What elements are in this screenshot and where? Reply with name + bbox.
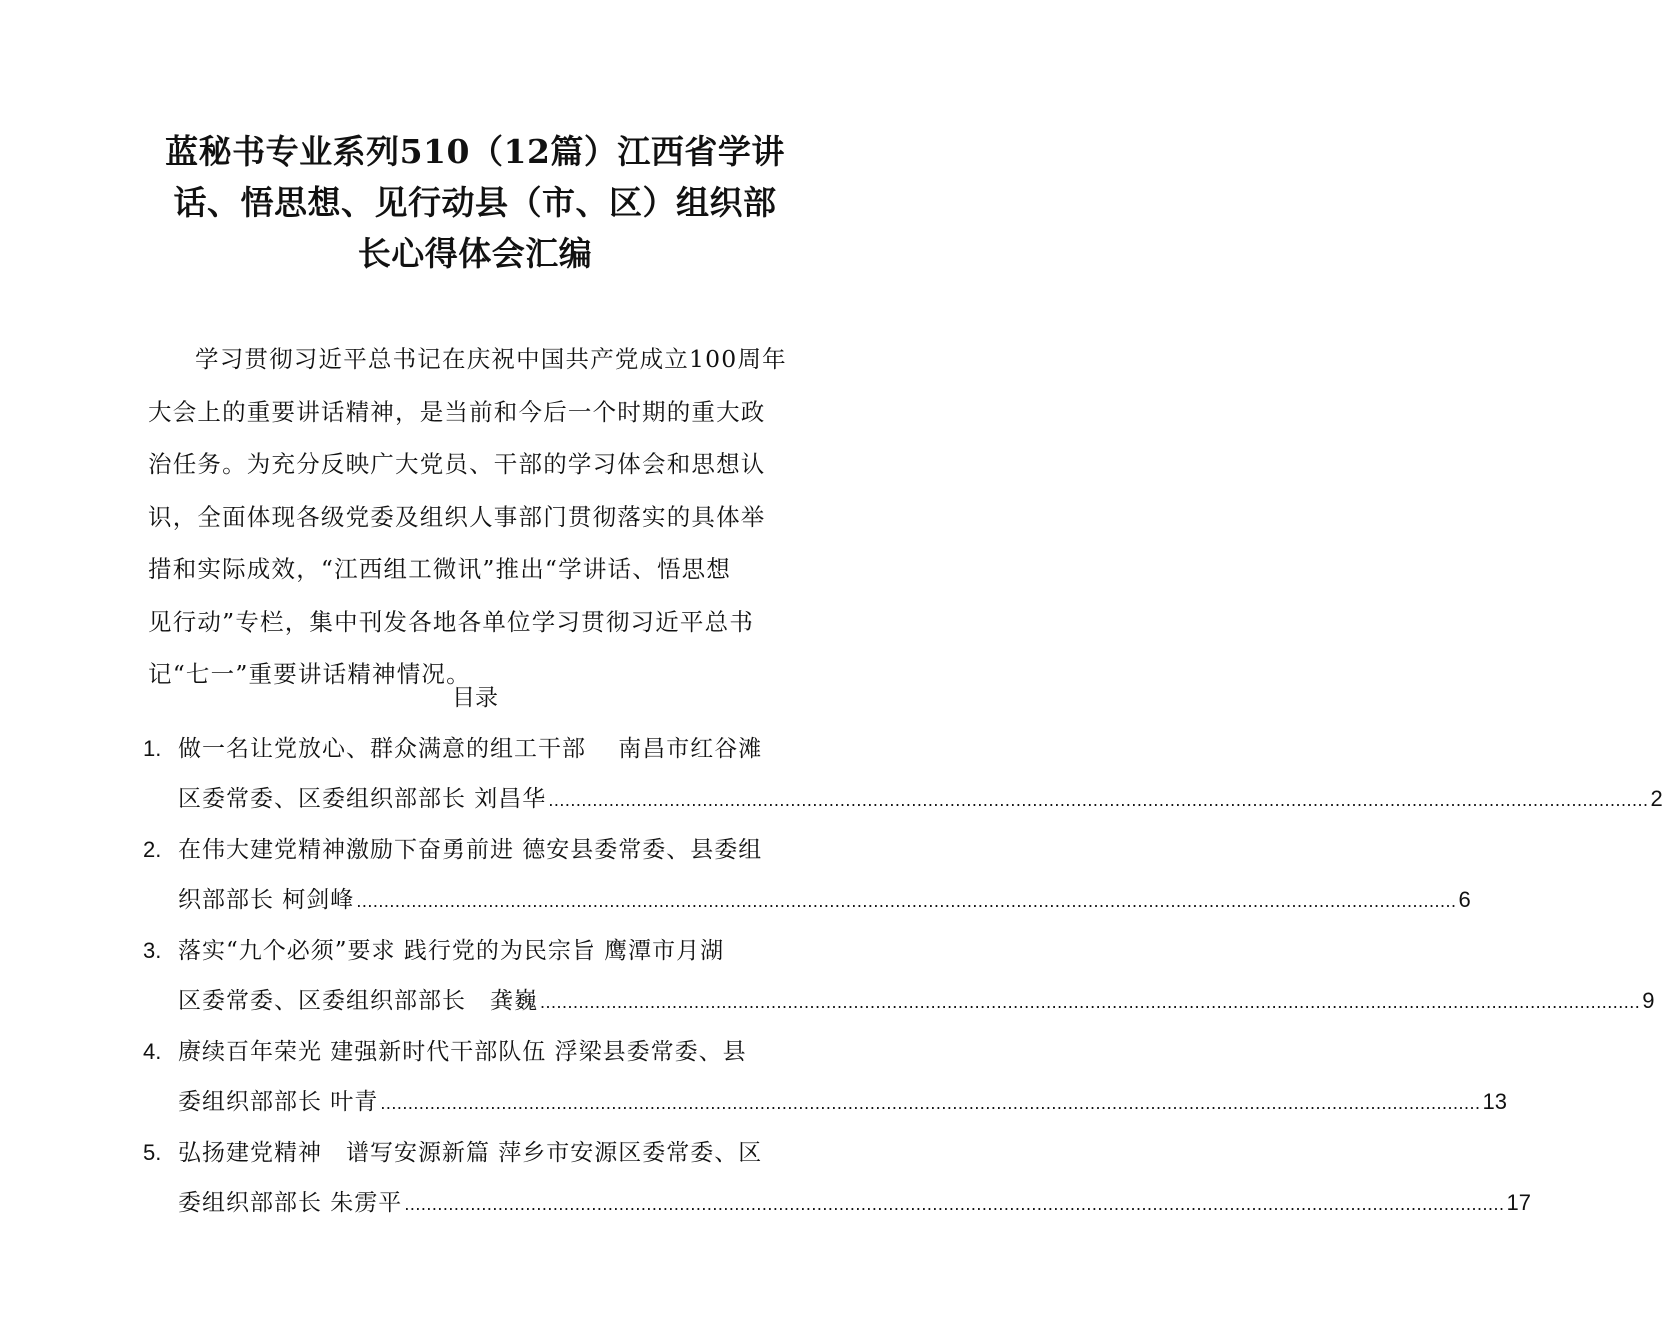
intro-line: 记“七一”重要讲话精神情况。 [148,660,471,688]
toc-entry[interactable] [143,726,1663,827]
toc-entry[interactable] [143,928,1655,1029]
toc-entry-author: 织部部长 柯剑峰 [178,887,355,913]
toc-entry-author: 区委常委、区委组织部部长 刘昌华 [178,786,547,812]
toc-page-number: 17 [1506,1190,1531,1215]
toc-page-number: 6 [1458,887,1471,912]
toc-heading: 目录 [452,685,498,711]
intro-line: 措和实际成效，“江西组工微讯”推出“学讲话、悟思想 [148,555,732,583]
toc-leader-dots: ........................................................................................................................................................................................................ [404,1194,1505,1214]
toc-entry-title: 弘扬建党精神 谱写安源新篇 萍乡市安源区委常委、区 [178,1140,763,1166]
intro-line: 治任务。为充分反映广大党员、干部的学习体会和思想认 [148,450,766,478]
toc-leader-dots: ........................................................................................................................................................................................................ [548,790,1649,810]
toc-entry-author: 区委常委、区委组织部部长 龚巍 [178,988,538,1014]
title-line-2: 话、悟思想、见行动县（市、区）组织部 [173,183,777,222]
toc-entry-title: 赓续百年荣光 建强新时代干部队伍 浮梁县委常委、县 [178,1039,747,1065]
toc-entry-number: 3. [143,938,162,963]
toc-entry-author-line [178,1079,1507,1126]
intro-line: 学习贯彻习近平总书记在庆祝中国共产党成立100周年 [195,345,787,373]
title-line-3: 长心得体会汇编 [357,234,593,273]
toc-page-number: 2 [1650,786,1663,811]
toc-entry[interactable] [143,1029,1507,1130]
intro-line: 识，全面体现各级党委及组织人事部门贯彻落实的具体举 [148,502,766,531]
intro-line: 见行动”专栏，集中刊发各地各单位学习贯彻习近平总书 [148,607,755,636]
toc-leader-dots: ........................................................................................................................................................................................................ [540,992,1641,1012]
toc-entry-number: 1. [143,736,162,761]
document-title [130,126,820,279]
toc-entry-number: 5. [143,1140,162,1165]
toc-entry-author-line [178,978,1655,1025]
toc-entry-author-line [178,1180,1531,1227]
toc-entry-author-line [178,776,1663,823]
toc-entry-number: 4. [143,1039,162,1064]
table-of-contents [143,726,1663,1231]
toc-entry[interactable] [143,1130,1531,1231]
intro-line: 大会上的重要讲话精神，是当前和今后一个时期的重大政 [148,397,766,426]
toc-entry-number: 2. [143,837,162,862]
toc-entry-author: 委组织部部长 叶青 [178,1089,379,1115]
toc-entry-title: 在伟大建党精神激励下奋勇前进 德安县委常委、县委组 [178,837,763,863]
intro-paragraph [148,333,808,701]
toc-leader-dots: ........................................................................................................................................................................................................ [356,891,1457,911]
toc-page-number: 13 [1482,1089,1507,1114]
toc-entry-author-line [178,877,1471,924]
title-line-1: 蓝秘书专业系列510（12篇）江西省学讲 [165,132,785,171]
toc-entry-title: 落实“九个必须”要求 践行党的为民宗旨 鹰潭市月湖 [178,938,725,964]
toc-entry-author: 委组织部部长 朱雳平 [178,1190,403,1216]
toc-leader-dots: ........................................................................................................................................................................................................ [380,1093,1481,1113]
toc-page-number: 9 [1642,988,1655,1013]
toc-entry[interactable] [143,827,1471,928]
toc-entry-title: 做一名让党放心、群众满意的组工干部 南昌市红谷滩 [178,736,763,762]
